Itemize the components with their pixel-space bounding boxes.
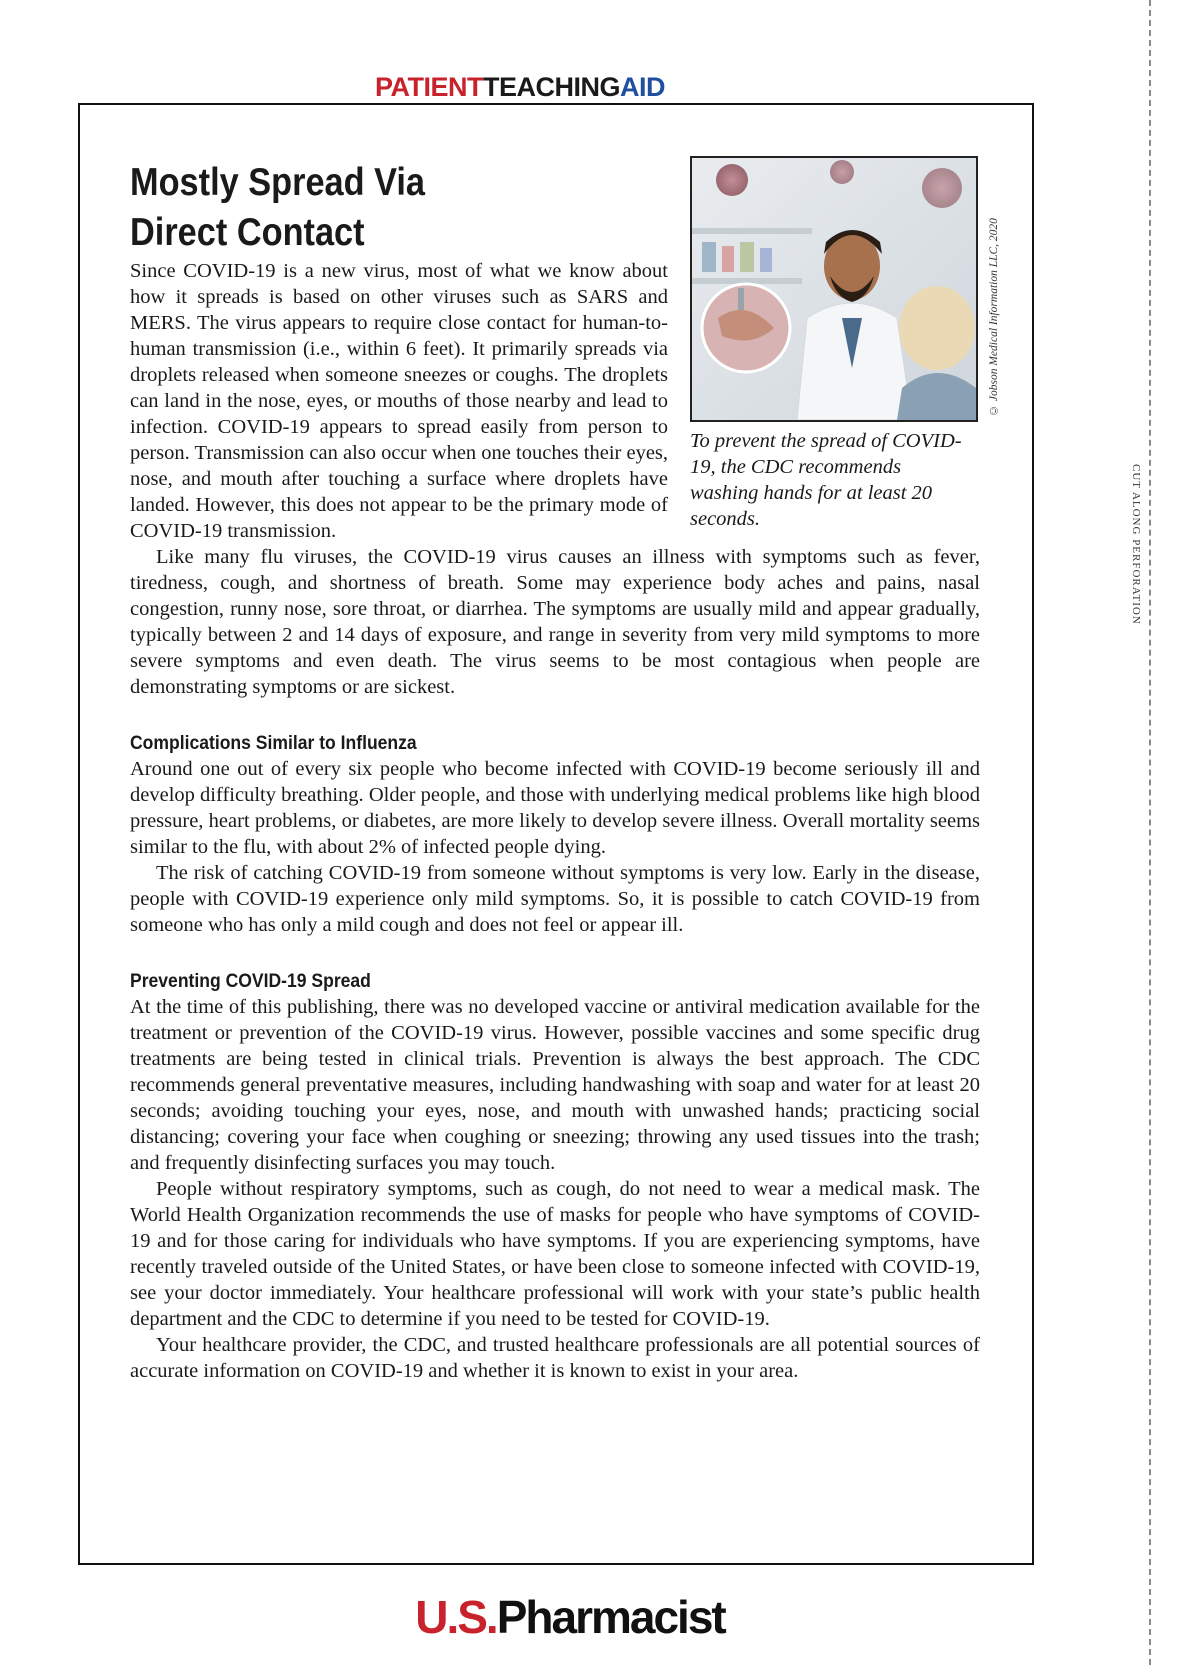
article-title	[130, 158, 878, 258]
paragraph-4: The risk of catching COVID-19 from someone without symptoms is very low. Early in the disease, people with COVID-19 experience only mild symptoms. So, it is possible to catch COVID-19 from someone who has only a mild cough and does not feel or appear ill.	[130, 862, 980, 936]
header-word-patient: PATIENT	[375, 72, 483, 102]
paragraph-3: Around one out of every six people who become infected with COVID-19 become seriously ill and develop difficulty breathing. Older people, and those with underlying medical problems like high blood pressure, heart problems, or diabetes, are more likely to develop severe illness. Overall mortality seems similar to the flu, with about 2% of infected people dying.	[130, 758, 980, 858]
section-header	[0, 72, 1040, 103]
paragraph-7: Your healthcare provider, the CDC, and trusted healthcare professionals are all potential sources of accurate information on COVID-19 and whether it is known to exist in your area.	[130, 1334, 980, 1382]
logo-us: U.S.	[415, 1591, 497, 1643]
perforation-line	[1149, 0, 1151, 1665]
paragraph-6: People without respiratory symptoms, such as cough, do not need to wear a medical mask. The World Health Organization recommends the use of masks for people who have symptoms of COVID-19 and for those caring for individuals who have symptoms. If you are experiencing symptoms, have recently traveled outside of the United States, or have been close to someone infected with COVID-19, see your doctor immediately. Your healthcare professional will work with your state’s public health department and the CDC to determine if you need to be tested for COVID-19.	[130, 1178, 980, 1330]
article	[130, 150, 980, 1384]
photo-credit: © Jobson Medical Information LLC, 2020	[988, 218, 1000, 416]
paragraph-5: At the time of this publishing, there was no developed vaccine or antiviral medication available for the treatment or prevention of the COVID-19 virus. However, possible vaccines and some specific drug treatments are being tested in clinical trials. Prevention is always the best approach. The CDC recommends general preventative measures, including handwashing with soap and water for at least 20 seconds; avoiding touching your eyes, nose, and mouth with unwashed hands; practicing social distancing; covering your face when coughing or sneezing; throwing any used tissues into the trash; and frequently disinfecting surfaces you may touch.	[130, 996, 980, 1174]
paragraph-1: Since COVID-19 is a new virus, most of what we know about how it spreads is based on other viruses such as SARS and MERS. The virus appears to require close contact for human-to-human transmission (i.e., within 6 feet). It primarily spreads via droplets released when someone sneezes or coughs. The droplets can land in the nose, eyes, or mouths of those nearby and lead to infection. COVID-19 appears to spread easily from person to person. Transmission can also occur when one touches their eyes, nose, and mouth after touching a surface where droplets have landed. However, this does not appear to be the primary mode of COVID-19 transmission.	[130, 260, 669, 542]
article-title-line2: Direct Contact	[130, 211, 365, 254]
paragraph-2: Like many flu viruses, the COVID-19 virus causes an illness with symptoms such as fever, tiredness, cough, and shortness of breath. Some may experience body aches and pains, nasal congestion, runny nose, sore throat, or diarrhea. The symptoms are usually mild and appear gradually, typically between 2 and 14 days of exposure, and range in severity from very mild symptoms to more severe symptoms and even death. The virus seems to be most contagious when people are demonstrating symptoms or are sickest.	[130, 546, 980, 698]
article-title-line1: Mostly Spread Via	[130, 161, 426, 204]
header-word-aid: AID	[620, 72, 665, 102]
header-word-teaching: TEACHING	[483, 72, 620, 102]
cut-along-perforation-label: CUT ALONG PERFORATION	[1130, 464, 1142, 625]
us-pharmacist-logo	[0, 1590, 1140, 1644]
subheading-preventing: Preventing COVID-19 Spread	[130, 970, 371, 992]
subheading-complications: Complications Similar to Influenza	[130, 732, 417, 754]
logo-pharmacist: Pharmacist	[496, 1591, 725, 1643]
figure-caption: To prevent the spread of COVID-19, the CDC recommends washing hands for at least 20 seconds.	[690, 430, 962, 530]
